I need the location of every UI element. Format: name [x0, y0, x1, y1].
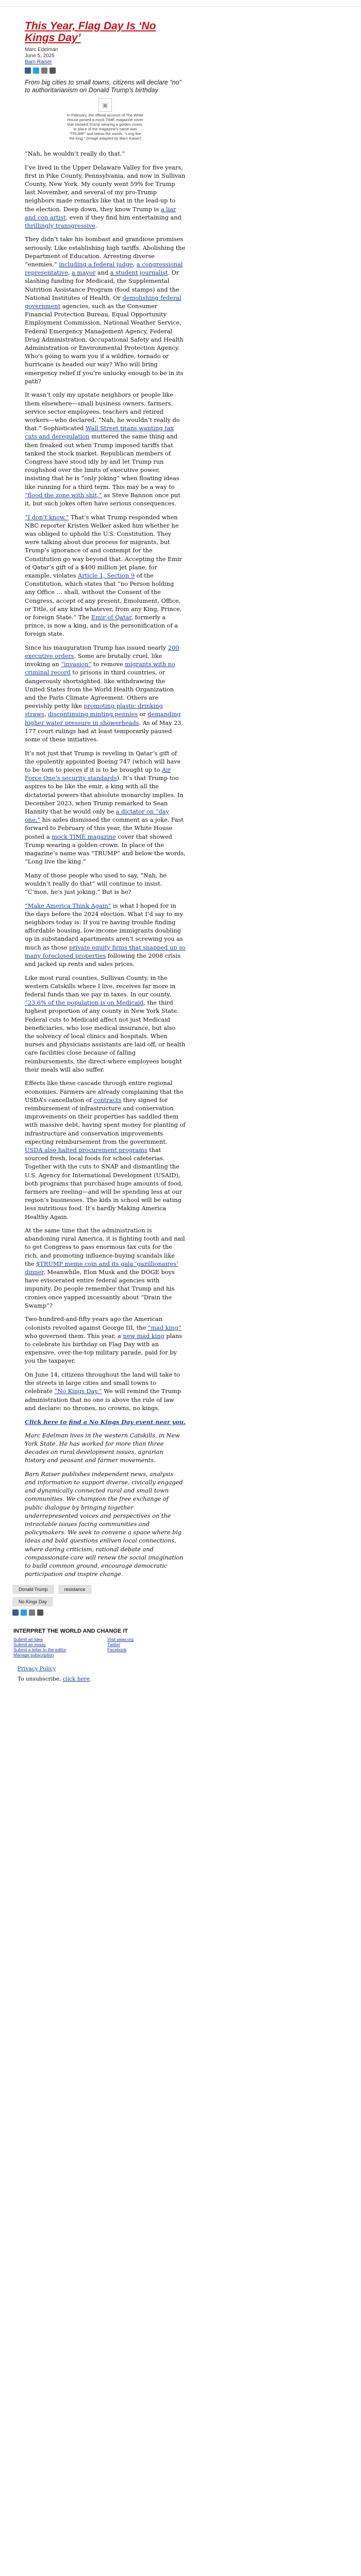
footer-col-2	[107, 1637, 134, 1657]
inline-link[interactable]: USDA also halted procurement programs	[25, 1146, 147, 1154]
tag-list-row-2	[12, 1597, 361, 1606]
inline-link[interactable]: a dictator on “day one,”	[25, 808, 169, 824]
share-bar-bottom	[12, 1609, 361, 1616]
inline-link[interactable]: mock TIME magazine	[52, 833, 116, 840]
footer-links	[13, 1637, 195, 1657]
paragraph: It’s not just that Trump is reveling in Qatar’s gift of the opulently appointed Boeing 747 (which will have to be torn to pieces if it is to be brought up to Air Force One’s security standards). It’s that Trump too aspires to be like the emir, a king with all the dictatorial powers that absolute monarchy implies. In December 2023, when Trump remarked to Sean Hannity that he would only be a dictator on “day one,” his aides dismissed the comment as a joke. Fast forward to February of this year, the White House posted a mock TIME magazine cover that showed Trump wearing a golden crown. In place of the magazine’s name was “TRUMP” and below the words, “Long live the king.”	[25, 750, 186, 866]
paragraph: “Make America Think Again” is what I hoped for in the days before the 2024 election. What I’d say to my neighbors today is: If you’re having trouble finding affordable housing, low-income immigrants doubling up in substandard apartments aren’t screwing you as much as those private equity firms that snapped up so many foreclosed properties following the 2008 crisis and jacked up rents and sales prices.	[25, 902, 186, 968]
paragraph: I’ve lived in the Upper Delaware Valley for five years, first in Pike County, Pennsylvania, and now in Sullivan County, New York. My county went 59% for Trump last November, and several of my pro-Trump neighbors made remarks like that in the lead-up to the election. Deep down, they know Trump is a liar and con artist, even if they find him entertaining and thrillingly transgressive.	[25, 164, 186, 229]
footer-link[interactable]: Submit an idea	[13, 1637, 43, 1642]
unsubscribe-text: To unsubscribe,	[18, 1676, 63, 1683]
byline	[25, 47, 186, 65]
footer-link[interactable]: Facebook	[107, 1647, 127, 1653]
inline-link[interactable]: “flood the zone with shit,”	[25, 492, 102, 499]
footer-link[interactable]: Twitter	[107, 1642, 121, 1648]
inline-link[interactable]: a student journalist	[110, 269, 168, 277]
facebook-icon[interactable]	[25, 67, 31, 74]
paragraph: Many of those people who used to say, “Nah, he wouldn’t really do that” will continue to insist. “C’mon, he’s just joking.” But is he?	[25, 872, 167, 896]
footer-link[interactable]: Manage subscription	[13, 1652, 54, 1658]
inline-link[interactable]: “mad king”	[147, 1324, 182, 1331]
privacy-policy-link[interactable]: Privacy Policy	[18, 1666, 56, 1672]
footer-col-1	[13, 1637, 66, 1657]
tag-no-kings-day[interactable]: No Kings Day	[12, 1597, 53, 1606]
inline-link[interactable]: contracts	[93, 1096, 122, 1104]
page	[0, 7, 361, 1682]
inline-link[interactable]: discontinuing minting pennies	[48, 711, 138, 718]
tag-list	[12, 1585, 361, 1594]
inline-link[interactable]: $TRUMP meme coin and its gala ‘gazillionaires’ dinner	[25, 1260, 178, 1276]
image-placeholder-icon: ▣	[99, 98, 112, 112]
publish-date: June 5, 2025	[25, 53, 55, 59]
author-name: Marc Edelman	[25, 47, 58, 53]
footer-heading: INTERPRET THE WORLD AND CHANGE IT	[13, 1628, 128, 1635]
footer-link[interactable]: Submit an essay	[13, 1642, 46, 1648]
inline-link[interactable]: Emir of Qatar	[91, 614, 132, 621]
facebook-icon[interactable]	[12, 1609, 19, 1616]
inline-link[interactable]: new mad king	[123, 1332, 165, 1340]
inline-link[interactable]: a congressional representative	[25, 261, 183, 277]
inline-link[interactable]: Article 1, Section 9	[77, 572, 135, 579]
inline-link[interactable]: demolishing federal government	[25, 294, 182, 310]
email-icon[interactable]	[41, 67, 47, 74]
newsletter-footer	[13, 1625, 195, 1682]
inline-link[interactable]: Air Force One’s security standards	[25, 767, 171, 782]
inline-link[interactable]: thrillingly transgressive	[25, 222, 96, 229]
print-icon[interactable]	[37, 1609, 43, 1616]
paragraph: On June 14, citizens throughout the land will take to the streets in large cities and small towns to celebrate “No Kings Day.” We will remind the Trump administration that no one is above the rule of law and declare: no thrones, no crowns, no kings.	[25, 1371, 181, 1412]
publisher-link[interactable]: Barn Raiser	[25, 59, 52, 65]
inline-link[interactable]: “No Kings Day.”	[54, 1388, 102, 1395]
paragraph: Effects like these cascade through entire regional economies. Farmers are already complaining that the USDA’s cancellation of contracts they signed for reimbursement of infrastructure and conservation improvements on their properties has saddled them with massive debt, having spent money for planting of infrastructure and conservation improvements expecting reimbursement from the government. USDA also halted procurement programs that sourced fresh, local foods for school cafeterias. Together with the cuts to SNAP and dismantling the U.S. Agency for International Development (USAID), both programs that purchased huge amounts of food, farmers are reeling—and will be spending less at our region’s businesses. The kids in school will be eating less nutritious food. It’s hardly Making America Healthy Again.	[25, 1080, 186, 1221]
unsubscribe-row	[18, 1676, 195, 1682]
paragraph: Since his inauguration Trump has issued nearly 200 executive orders. Some are brutally cruel, like invoking an “invasion” to remove migrants with no criminal record to prisons in third countries, or dangerously shortsighted, like withdrawing the United States from the World Health Organization and the Paris Climate Agreement. Others are peevishly petty like promoting plastic drinking straws, discontinuing minting pennies or demanding higher water pressure in showerheads. As of May 23, 177 court rulings had at least temporarily paused some of these initiatives.	[25, 644, 183, 743]
tag-resistance[interactable]: resistance	[58, 1585, 92, 1594]
twitter-icon[interactable]	[21, 1609, 27, 1616]
paragraph: “I don’t know.” That’s what Trump responded when NBC reporter Kristen Welker asked him whether he was obliged to uphold the U.S. Constitution. They were talking about due process for migrants, but Trump’s ignorance of and contempt for the Constitution go way beyond that. Accepting the Emir of Qatar’s gift of a $400 million jet plane, for example, violates Article 1, Section 9 of the Constitution, which states that “no Person holding any Office … shall, without the Consent of the Congress, accept of any present, Emolument, Office, or Title, of any kind whatever, from any King, Prince, or foreign State.” The Emir of Qatar, formerly a prince, is now a king, and is the personification of a foreign state.	[25, 514, 182, 638]
twitter-icon[interactable]	[33, 67, 39, 74]
article	[25, 7, 186, 1579]
inline-link[interactable]: “invasion”	[61, 661, 92, 668]
inline-link[interactable]: migrants with no criminal record	[25, 661, 175, 676]
article-intro: From big cities to small towns, citizens will declare “no” to authoritarianism on Donald Trump’s birthday	[25, 79, 182, 94]
unsubscribe-end: .	[89, 1676, 92, 1683]
email-icon[interactable]	[29, 1609, 35, 1616]
inline-link[interactable]: “Make America Think Again”	[25, 902, 111, 909]
paragraph: They didn’t take his bombast and grandiose promises seriously. Like establishing high tariffs. Abolishing the Department of Education. Arresting diverse “enemies,” including a federal judge, a congressional representative, a mayor and a student journalist. Or slashing funding for Medicaid, the Supplemental Nutrition Assistance Program (food stamps) and the National Institutes of Health. Or demolishing federal government agencies, such as the Consumer Financial Protection Bureau, Equal Opportunity Employment Commission, National Weather Service, Federal Emergency Management Agency, Federal Drug Administration, Occupational Safety and Health Administration or Environmental Protection Agency. Who’s going to warn you if a wildfire, tornado or hurricane is headed our way? Who will bring emergency relief if you’re unlucky enough to be in its path?	[25, 236, 186, 385]
inline-link[interactable]: Wall Street titans wanting tax cuts and deregulation	[25, 425, 174, 440]
article-title[interactable]: This Year, Flag Day Is ‘No Kings Day’	[25, 20, 156, 44]
print-icon[interactable]	[50, 67, 56, 74]
privacy-row	[18, 1666, 195, 1672]
article-figure	[67, 98, 144, 141]
inline-link[interactable]: “23.6% of the population is on Medicaid	[25, 999, 144, 1007]
inline-link[interactable]: 200 executive orders	[25, 644, 179, 660]
figure-caption: In February, the official account of The White House posted a mock TIME magazine cover that showed Trump wearing a golden crown. In place of the magazine’s name was “TRUMP” and below the words, “Long live the king.” (Image adapted by Barn Raiser)	[67, 113, 144, 141]
footer-link[interactable]: Visit www.org	[107, 1637, 134, 1642]
paragraph: At the same time that the administration is abandoning rural America, it is fighting tooth and nail to get Congress to pass enormous tax cuts for the rich, and promoting influence-buying scandals like the $TRUMP meme coin and its gala ‘gazillionaires’ dinner. Meanwhile, Elon Musk and the DOGE boys have eviscerated entire federal agencies with impunity. Do people remember that Trump and his cronies once yapped incessantly about “Drain the Swamp”?	[25, 1227, 185, 1309]
inline-link[interactable]: “I don’t know.”	[25, 514, 69, 521]
paragraph: Two-hundred-and-fifty years ago the American colonists revolted against George III, the “mad king” who governed them. This year, a new mad king plans to celebrate his birthday on Flag Day with an expensive, over-the-top military parade, paid for by you the taxpayer.	[25, 1316, 183, 1365]
author-bio: Marc Edelman lives in the western Catskills, in New York State. He has worked for more than three decades on rural development issues, agrarian history and peasant and farmer movements.	[25, 1432, 180, 1464]
paragraph: It wasn’t only my upstate neighbors or people like them elsewhere—small business owners, farmers, service sector employees, teachers and retired workers—who declared, “Nah, he wouldn’t really do that.” Sophisticated Wall Street titans wanting tax cuts and deregulation muttered the same thing and then freaked out when Trump imposed tariffs that tanked the stock market. Republican members of Congress have stood idly by and let Trump run roughshod over the limits of executive power, insisting that he is “only joking” when floating ideas like running for a third term. This may be a way to “flood the zone with shit,” as Steve Bannon once put it, but such jokes often have serious consequences.	[25, 392, 180, 507]
tag-donald-trump[interactable]: Donald Trump	[12, 1585, 54, 1594]
paragraph: “Nah, he wouldn’t really do that.”	[25, 150, 125, 157]
inline-link[interactable]: promoting plastic drinking straws	[25, 703, 163, 718]
inline-link[interactable]: including a federal judge	[59, 261, 133, 268]
inline-link[interactable]: a mayor	[71, 269, 96, 277]
paragraph: Like most rural counties, Sullivan County, in the western Catskills where I live, receives far more in federal funds than we pay in taxes. In our county, “23.6% of the population is on Medicaid, the third highest proportion of any county in New York State. Federal cuts to Medicaid affect not just Medicaid beneficiaries, who lose medical insurance, but also the solvency of local clinics and hospitals. When nurses and physicians assistants are laid off, or health care facilities close because of falling reimbursements, the direct-where employees bought their meals will also suffer.	[25, 974, 186, 1073]
inline-link[interactable]: demanding higher water pressure in showerheads	[25, 711, 181, 726]
event-cta	[25, 1418, 186, 1426]
inline-link[interactable]: private equity firms that snapped up so many foreclosed properties	[25, 944, 186, 959]
inline-link[interactable]: a liar and con artist	[25, 206, 176, 221]
publisher-bio: Barn Raiser publishes independent news, analysis and information to support diverse, civically engaged and dynamically connected rural and small town communities. We champion the free exchange of public dialogue by bringing together underrepresented voices and perspectives on the intractable issues facing communities and policymakers. We seek to convene a space where big ideas and bold questions enliven local connections, where daring criticism, rational debate and compassionate care will renew the social imagination to build common ground, encourage democratic participation and inspire change.	[25, 1470, 184, 1578]
find-event-link[interactable]: Click here to find a No Kings Day event near you.	[25, 1418, 186, 1426]
share-bar	[25, 67, 186, 74]
footer-link[interactable]: Submit a letter to the editor	[13, 1647, 67, 1653]
top-bar	[0, 0, 361, 7]
unsubscribe-link[interactable]: click here	[62, 1676, 90, 1683]
